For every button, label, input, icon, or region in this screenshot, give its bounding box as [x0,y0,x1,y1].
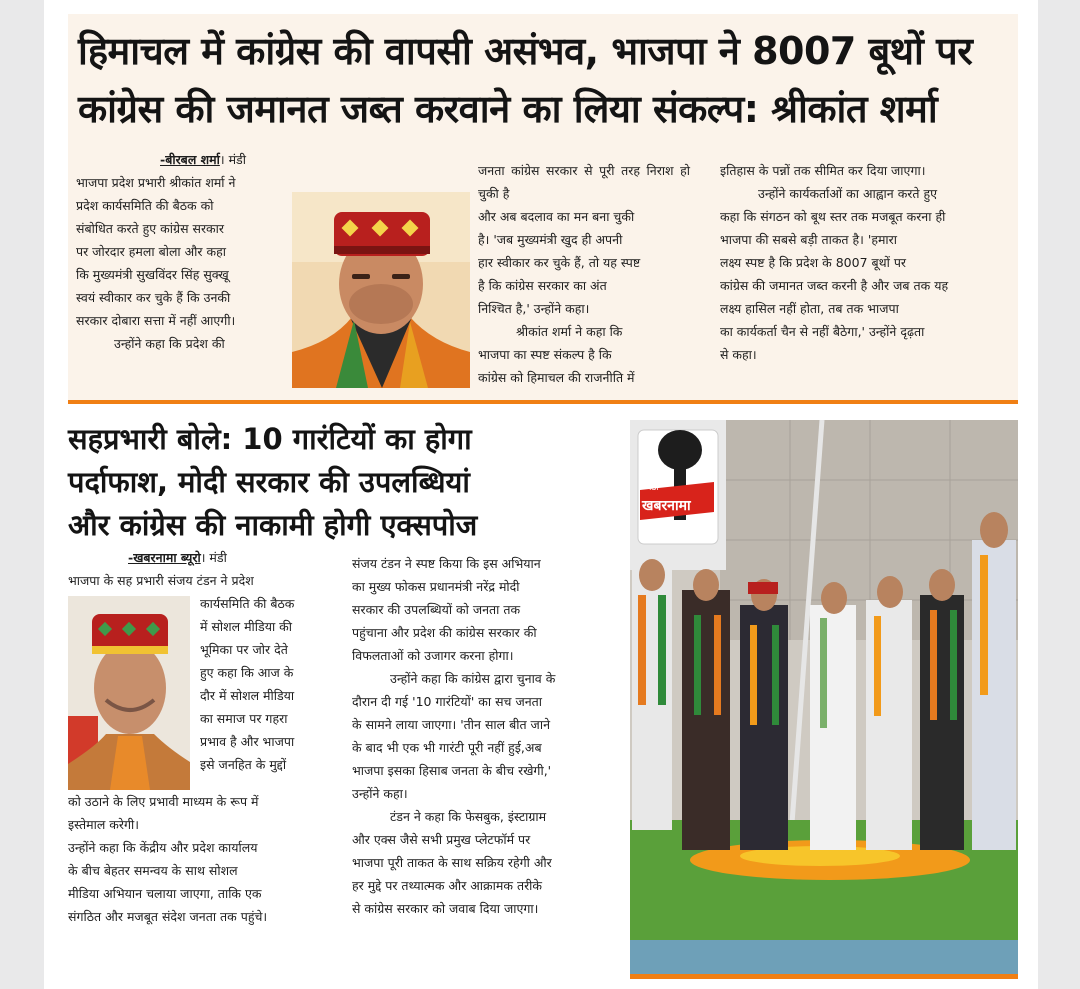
story-1-headline [78,22,1018,138]
text-line: दौर में सोशल मीडिया [200,688,295,703]
text-line: और अब बदलाव का मन बना चुकी [478,209,635,224]
text-line: संजय टंडन ने स्पष्ट किया कि इस अभियान [352,556,541,571]
text-line: का कार्यकर्ता चैन से नहीं बैठेगा,' उन्होंने दृढ़ता [720,324,925,339]
story-1-column-1 [76,148,288,355]
text-line: कार्यसमिति की बैठक [200,596,295,611]
headline-line: पर्दाफाश, मोदी सरकार की उपलब्धियां [68,465,470,499]
text-line: विफलताओं को उजागर करना होगा। [352,648,514,663]
text-line: लक्ष्य स्पष्ट है कि प्रदेश के 8007 बूथों पर [720,255,907,270]
text-line: है कि कांग्रेस सरकार का अंत [478,278,607,293]
text-line: इस्तेमाल करेगी। [68,817,140,832]
text-line: पहुंचाना और प्रदेश की कांग्रेस सरकार की [352,625,537,640]
text-line: भाजपा की सबसे बड़ी ताकत है। 'हमारा [720,232,898,247]
text-line: इतिहास के पन्नों तक सीमित कर दिया जाएगा। [720,163,926,178]
logo-small-text: मंडी [646,483,659,493]
text-line: जनता कांग्रेस सरकार से पूरी तरह निराश हो चुकी है [478,163,690,201]
text-line: भाजपा इसका हिसाब जनता के बीच रखेगी,' [352,763,552,778]
text-line: हार स्वीकार कर चुके हैं, तो यह स्पष्ट [478,255,641,270]
photo-bottom-rule [630,974,1018,979]
text-line: निश्चित है,' उन्होंने कहा। [478,301,590,316]
headline-line: सहप्रभारी बोले: 10 गारंटियों का होगा [68,422,472,456]
text-line: सरकार दोबारा सत्ता में नहीं आएगी। [76,313,236,328]
text-line: प्रदेश कार्यसमिति की बैठक को [76,198,214,213]
text-line: के बाद भी एक भी गारंटी पूरी नहीं हुई,अब [352,740,542,755]
text-line: है। 'जब मुख्यमंत्री खुद ही अपनी [478,232,623,247]
story-1 [68,14,1018,404]
text-line: से कहा। [720,347,757,362]
text-line: का समाज पर गहरा [200,711,288,726]
text-line: को उठाने के लिए प्रभावी माध्यम के रूप में [68,794,259,809]
wrap-text [190,592,336,790]
story-2-column-2 [352,552,614,920]
text-line: मीडिया अभियान चलाया जाएगा, ताकि एक [68,886,262,901]
newspaper-page [44,0,1038,989]
text-line: पर जोरदार हमला बोला और कहा [76,244,226,259]
text-line: उन्होंने कार्यकर्ताओं का आह्वान करते हुए [758,186,938,201]
story-1-column-2 [478,159,690,389]
headline-line: कांग्रेस की जमानत जब्त करवाने का लिया संकल्प: श्रीकांत शर्मा [78,87,938,131]
text-line: टंडन ने कहा कि फेसबुक, इंस्टाग्राम [390,809,547,824]
text-line: कि मुख्यमंत्री सुखविंदर सिंह सुक्खू [76,267,229,282]
portrait-photo-shrikant-sharma [292,192,470,388]
text-line: इसे जनहित के मुद्दों [200,757,287,772]
text-line: सरकार की उपलब्धियों को जनता तक [352,602,521,617]
text-line: श्रीकांत शर्मा ने कहा कि [516,324,623,339]
text-line: स्वयं स्वीकार कर चुके हैं कि उनकी [76,290,231,305]
headline-line: और कांग्रेस की नाकामी होगी एक्सपोज [68,508,478,542]
group-photo-flag-hoisting [630,420,1018,974]
story-2-column-1 [68,546,336,928]
text-line: भाजपा का स्पष्ट संकल्प है कि [478,347,612,362]
text-line: कांग्रेस की जमानत जब्त करनी है और जब तक यह [720,278,949,293]
text-line: भाजपा पूरी ताकत के साथ सक्रिय रहेगी और [352,855,552,870]
text-line: हुए कहा कि आज के [200,665,294,680]
text-line: में सोशल मीडिया की [200,619,293,634]
text-line: और एक्स जैसे सभी प्रमुख प्लेटफॉर्म पर [352,832,531,847]
byline-place: । मंडी [200,550,227,565]
story-1-column-3 [720,159,1010,366]
text-line: कहा कि संगठन को बूथ स्तर तक मजबूत करना ही [720,209,946,224]
text-line: भाजपा के सह प्रभारी संजय टंडन ने प्रदेश [68,573,254,588]
text-line: भाजपा प्रदेश प्रभारी श्रीकांत शर्मा ने [76,175,236,190]
text-line: का मुख्य फोकस प्रधानमंत्री नरेंद्र मोदी [352,579,520,594]
byline-author: -बीरबल शर्मा [160,152,220,167]
section-divider [68,400,1018,404]
headline-line: हिमाचल में कांग्रेस की वापसी असंभव, भाजपा ने 8007 बूथों पर [78,29,973,73]
text-line: प्रभाव है और भाजपा [200,734,295,749]
text-line: हर मुद्दे पर तथ्यात्मक और आक्रामक तरीके [352,878,543,893]
byline-place: । मंडी [219,152,246,167]
text-line: के सामने लाया जाएगा। 'तीन साल बीत जाने [352,717,551,732]
logo-big-text: खबरनामा [642,498,691,514]
text-line: उन्होंने कहा। [352,786,408,801]
text-line: के बीच बेहतर समन्वय के साथ सोशल [68,863,238,878]
text-line: उन्होंने कहा कि केंद्रीय और प्रदेश कार्यालय [68,840,258,855]
text-line: कांग्रेस को हिमाचल की राजनीति में [478,370,635,385]
byline-author: -खबरनामा ब्यूरो [128,550,201,565]
text-line: उन्होंने कहा कि कांग्रेस द्वारा चुनाव के [390,671,556,686]
text-line: भूमिका पर जोर देते [200,642,288,657]
text-line: संबोधित करते हुए कांग्रेस सरकार [76,221,225,236]
portrait-photo-sanjay-tandon [68,596,190,790]
text-line: दौरान दी गई '10 गारंटियों' का सच जनता [352,694,543,709]
story-2-headline [68,418,628,547]
text-line: उन्होंने कहा कि प्रदेश की [114,336,225,351]
text-line: लक्ष्य हासिल नहीं होता, तब तक भाजपा [720,301,899,316]
text-line: से कांग्रेस सरकार को जवाब दिया जाएगा। [352,901,539,916]
text-line: संगठित और मजबूत संदेश जनता तक पहुंचे। [68,909,268,924]
